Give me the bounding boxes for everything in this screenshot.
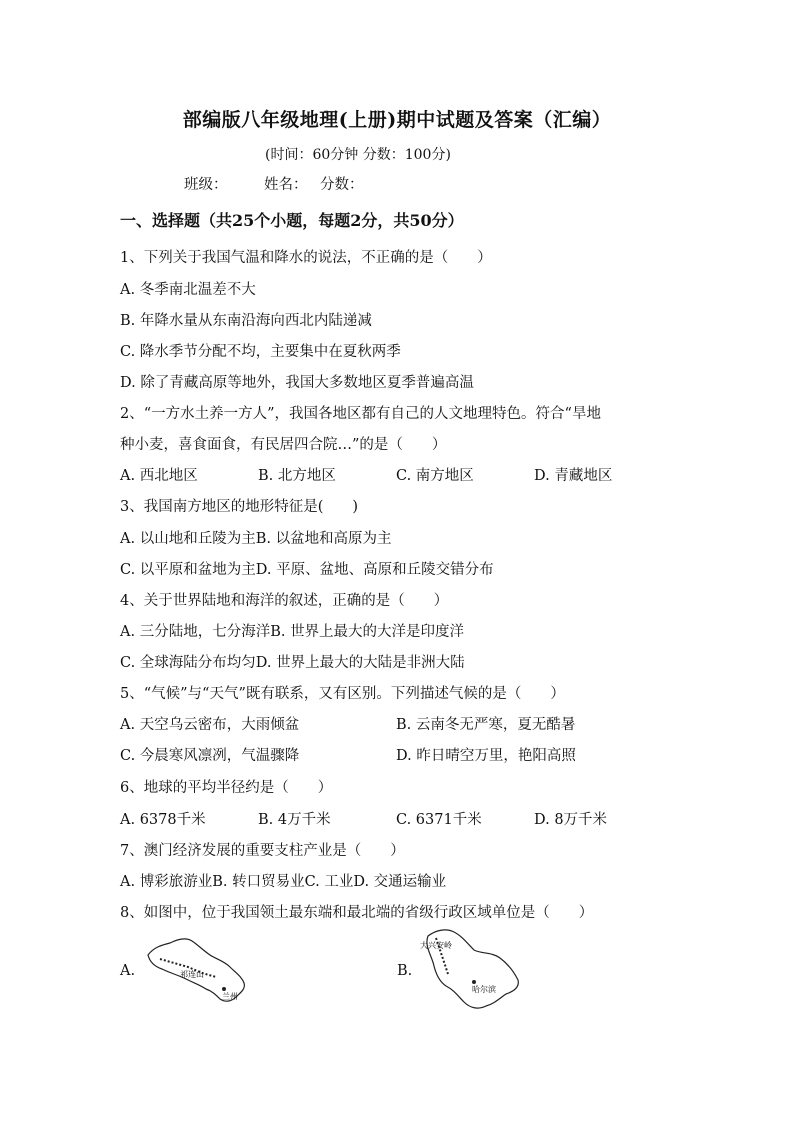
option-c: C. 6371千米 <box>396 812 482 828</box>
option-a: A. <box>120 963 136 979</box>
option-c: C. 南方地区 <box>396 468 474 484</box>
option-d: D. 昨日晴空万里，艳阳高照 <box>396 748 576 764</box>
question-stem: 7、澳门经济发展的重要支柱产业是（ ） <box>120 843 405 859</box>
options-cd: C. 以平原和盆地为主D. 平原、盆地、高原和丘陵交错分布 <box>120 562 494 578</box>
question-stem: 1、下列关于我国气温和降水的说法，不正确的是（ ） <box>120 250 492 266</box>
city-dot <box>222 987 226 991</box>
option-a: A. 冬季南北温差不大 <box>120 282 256 298</box>
options-ab: A. 以山地和丘陵为主B. 以盆地和高原为主 <box>120 531 392 547</box>
option-b: B. <box>397 963 413 979</box>
score-label: 分数： <box>320 177 364 193</box>
page-title: 部编版八年级地理(上册)期中试题及答案（汇编） <box>182 109 612 131</box>
city-dot <box>472 980 476 984</box>
option-a: A. 西北地区 <box>120 468 198 484</box>
map-label-daxinganling: 大兴安岭 <box>420 941 452 950</box>
section-heading: 一、选择题（共25个小题，每题2分，共50分） <box>120 211 464 230</box>
options-cd: C. 全球海陆分布均匀D. 世界上最大的大陆是非洲大陆 <box>120 655 465 671</box>
province-map-b <box>414 926 524 1014</box>
option-d: D. 8万千米 <box>534 812 608 828</box>
map-label-qilian: 祁连山 <box>180 970 204 979</box>
map-label-harbin: 哈尔滨 <box>472 985 496 994</box>
province-map-a <box>140 933 252 1005</box>
option-a: A. 天空乌云密布，大雨倾盆 <box>120 717 300 733</box>
question-stem: 6、地球的平均半径约是（ ） <box>120 780 333 796</box>
option-c: C. 今晨寒风凛冽，气温骤降 <box>120 748 300 764</box>
option-b: B. 云南冬无严寒，夏无酷暑 <box>396 717 576 733</box>
question-stem: 4、关于世界陆地和海洋的叙述，正确的是（ ） <box>120 593 449 609</box>
question-stem: 3、我国南方地区的地形特征是( ) <box>120 499 359 515</box>
question-stem: 2、“一方水土养一方人”，我国各地区都有自己的人文地理特色。符合“旱地 <box>120 406 601 422</box>
option-b: B. 年降水量从东南沿海向西北内陆递减 <box>120 313 372 329</box>
question-stem: 5、“气候”与“天气”既有联系，又有区别。下列描述气候的是（ ） <box>120 686 565 702</box>
name-label: 姓名： <box>264 177 308 193</box>
map-label-lanzhou: 兰州 <box>222 992 238 1001</box>
exam-info: (时间：60分钟 分数：100分) <box>265 147 451 163</box>
option-c: C. 降水季节分配不均，主要集中在夏秋两季 <box>120 344 401 360</box>
option-b: B. 4万千米 <box>258 812 331 828</box>
class-label: 班级： <box>184 177 228 193</box>
options: A. 博彩旅游业B. 转口贸易业C. 工业D. 交通运输业 <box>120 874 447 890</box>
question-stem: 8、如图中，位于我国领土最东端和最北端的省级行政区域单位是（ ） <box>120 905 594 921</box>
question-stem-cont: 种小麦，喜食面食，有民居四合院…”的是（ ） <box>120 437 447 453</box>
option-d: D. 青藏地区 <box>534 468 613 484</box>
option-b: B. 北方地区 <box>258 468 336 484</box>
options-ab: A. 三分陆地，七分海洋B. 世界上最大的大洋是印度洋 <box>120 624 465 640</box>
option-d: D. 除了青藏高原等地外，我国大多数地区夏季普遍高温 <box>120 375 474 391</box>
option-a: A. 6378千米 <box>120 812 206 828</box>
